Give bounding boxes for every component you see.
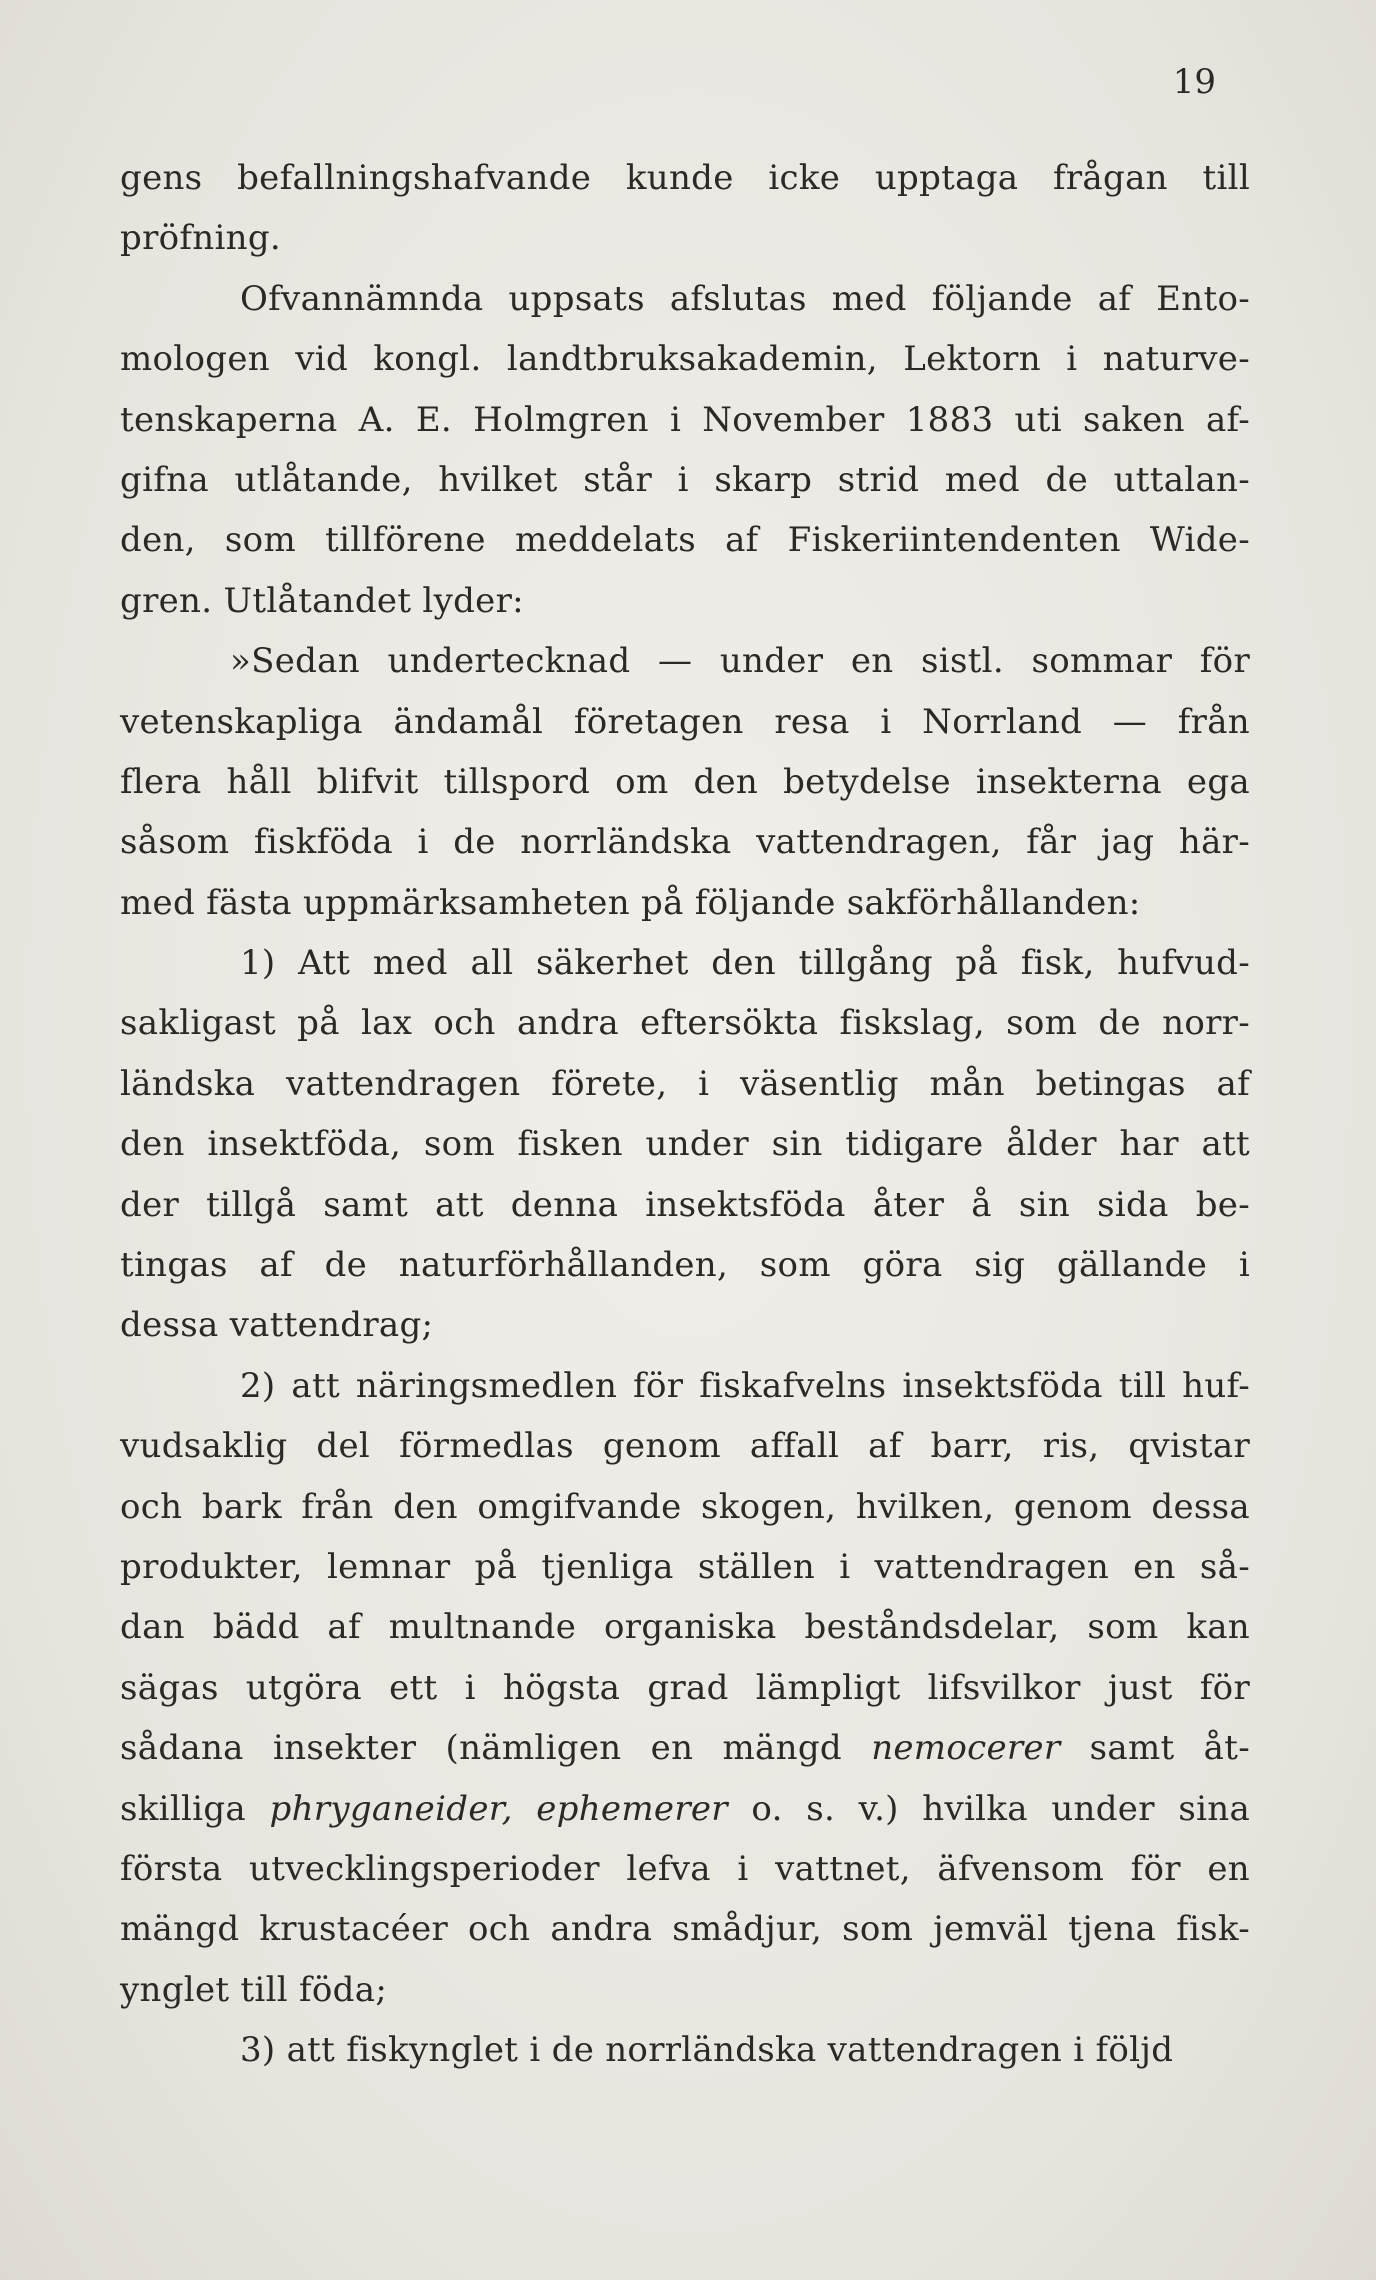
text-line: tingas af de naturförhållanden, som göra sig gällande i	[120, 1245, 1250, 1286]
text-line: 1) Att med all säkerhet den tillgång på fisk, hufvud-	[240, 943, 1250, 984]
text-line: såsom fiskföda i de norrländska vattendragen, får jag här-	[120, 822, 1250, 863]
page-number: 19	[1172, 62, 1216, 102]
text-line: den insektföda, som fisken under sin tidigare ålder har att	[120, 1124, 1250, 1165]
text-line: gifna utlåtande, hvilket står i skarp strid med de uttalan-	[120, 459, 1250, 500]
text-line: ynglet till föda;	[120, 1969, 388, 2010]
italic-term: nemocerer	[871, 1728, 1061, 1769]
text-line: gens befallningshafvande kunde icke upptaga frågan till	[120, 158, 1250, 198]
text-line: vetenskapliga ändamål företagen resa i Norrland — från	[120, 701, 1250, 742]
text-line: den, som tillförene meddelats af Fiskeriintendenten Wide-	[120, 520, 1250, 561]
text-segment: o. s. v.) hvilka under sina	[751, 1788, 1251, 1829]
text-line-mixed	[120, 1779, 1250, 1839]
text-line: mologen vid kongl. landtbruksakademin, Lektorn i naturve-	[120, 339, 1250, 380]
text-line: dessa vattendrag;	[120, 1305, 434, 1346]
text-line: första utvecklingsperioder lefva i vattnet, äfvensom för en	[120, 1848, 1250, 1889]
text-line: ländska vattendragen förete, i väsentlig mån betingas af	[120, 1063, 1250, 1104]
text-line: 3) att fiskynglet i de norrländska vattendragen i följd	[240, 2030, 1174, 2071]
text-segment: skilliga	[120, 1788, 246, 1829]
text-segment: samt åt-	[1089, 1728, 1251, 1769]
text-line: der tillgå samt att denna insektsföda åter å sin sida be-	[120, 1184, 1250, 1225]
text-line: mängd krustacéer och andra smådjur, som jemväl tjena fisk-	[120, 1909, 1250, 1950]
text-line: vudsaklig del förmedlas genom affall af barr, ris, qvistar	[120, 1426, 1250, 1467]
text-segment: sådana insekter (nämligen en mängd	[120, 1728, 842, 1769]
text-line-mixed	[120, 1718, 1250, 1778]
text-line: Ofvannämnda uppsats afslutas med följande af Ento-	[240, 278, 1250, 319]
text-line: med fästa uppmärksamheten på följande sakförhållanden:	[120, 882, 1141, 923]
text-line: dan bädd af multnande organiska beståndsdelar, som kan	[120, 1607, 1250, 1648]
text-line: tenskaperna A. E. Holmgren i November 1883 uti saken af-	[120, 399, 1250, 440]
text-line: gren. Utlåtandet lyder:	[120, 580, 524, 621]
text-line: sägas utgöra ett i högsta grad lämpligt lifsvilkor just för	[120, 1667, 1250, 1708]
body-text	[120, 148, 1250, 2081]
text-line: 2) att näringsmedlen för fiskafvelns insektsföda till huf-	[240, 1365, 1250, 1406]
text-line: sakligast på lax och andra eftersökta fiskslag, som de norr-	[120, 1003, 1250, 1044]
text-line: flera håll blifvit tillspord om den betydelse insekterna ega	[120, 761, 1250, 802]
italic-term: phryganeider,	[269, 1788, 513, 1829]
text-line: produkter, lemnar på tjenliga ställen i vattendragen en så-	[120, 1546, 1250, 1587]
text-line: och bark från den omgifvande skogen, hvilken, genom dessa	[120, 1486, 1250, 1527]
text-line: pröfning.	[120, 218, 282, 259]
text-line: »Sedan undertecknad — under en sistl. sommar för	[230, 641, 1250, 682]
italic-term: ephemerer	[536, 1788, 728, 1829]
